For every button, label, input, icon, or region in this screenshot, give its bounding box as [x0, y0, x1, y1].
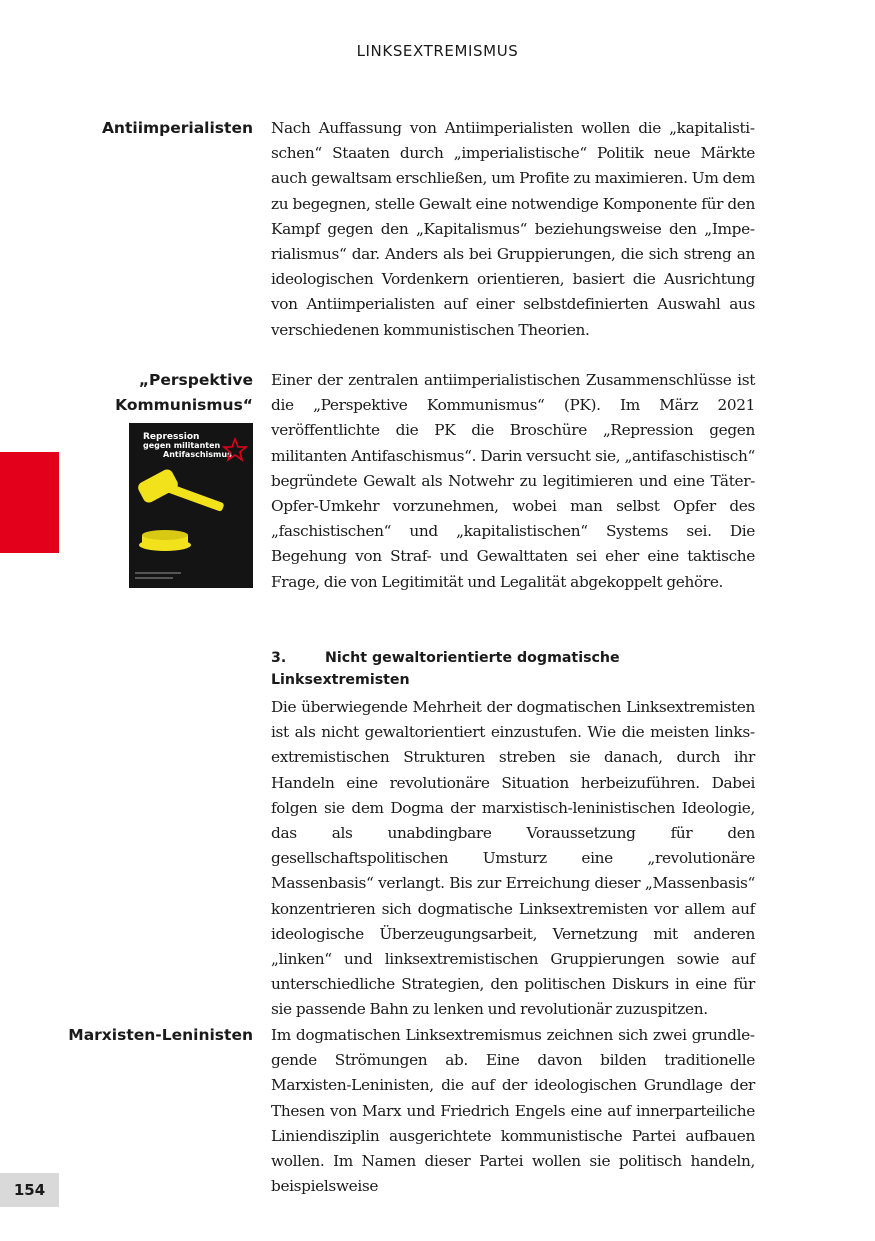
- side-label-text: Marxisten-Leninisten: [68, 1026, 253, 1044]
- paragraph-perspektive-kommunismus: Einer der zentralen antiimperialistischen Zusammenschlüsse ist die „Perspektive Kommunismus“ (PK). Im März 2021 veröffentlichte die PK die Broschüre „Repression gegen militanten Antifaschismus“. Darin versucht sie, „antifaschistisch“ begründete Gewalt als Notwehr zu legitimieren und eine Täter-Opfer-Umkehr vorzunehmen, wobei man selbst Opfer des „faschistischen“ und „kapitalistischen“ Systems sei. Die Begehung von Straf- und Gewalttaten sei eher eine taktische Frage, die von Legitimität und Legalität abgekoppelt gehöre.: [271, 371, 755, 591]
- side-label-antiimperialisten: [23, 116, 253, 141]
- side-label-text: Antiimperialisten: [101, 119, 253, 137]
- paragraph-marxisten-leninisten: Im dogmatischen Linksextremismus zeichnen sich zwei grundlegende Strömungen ab. Eine davon bilden traditionelle Marxisten-Leninisten, die auf der ideologischen Grundlage der Thesen von Marx und Friedrich Engels eine auf innerparteiliche Liniendisziplin ausgerichtete kommunistische Partei aufbauen wollen. Im Namen dieser Partei wollen sie politisch handeln, beispielsweise: [271, 1026, 755, 1196]
- section-title: Nicht gewaltorientierte dogmatische Linksextremisten: [271, 650, 620, 688]
- side-label-line-1: „Perspektive: [138, 371, 253, 389]
- brochure-footer-line: [135, 572, 181, 574]
- section-number: 3.: [271, 650, 287, 666]
- brochure-cover-art: [129, 423, 253, 588]
- brochure-footer-line: [135, 577, 173, 579]
- side-label-line-2: Kommunismus“: [115, 396, 253, 414]
- running-head: LINKSEXTREMISMUS: [356, 42, 519, 60]
- brochure-title-line-1: Repression: [143, 432, 200, 442]
- chapter-color-tab: [0, 452, 59, 553]
- side-label-perspektive-kommunismus: [23, 368, 253, 418]
- page-number: 154: [0, 1173, 59, 1207]
- paragraph-antiimperialisten: Nach Auffassung von Antiimperialisten wollen die „kapitalistischen“ Staaten durch „imperialistische“ Politik neue Märkte auch gewaltsam erschließen, um Profite zu maximieren. Um dem zu begegnen, stelle Gewalt eine notwendige Komponente für den Kampf gegen den „Kapitalismus“ beziehungsweise den „Imperialismus“ dar. Anders als bei Gruppierungen, die sich streng an ideologischen Vordenkern orientieren, basiert die Ausrichtung von Antiimperialisten auf einer selbstdefinierten Auswahl aus verschiedenen kommunistischen Theorien.: [271, 119, 755, 339]
- section-heading-3: [271, 647, 755, 691]
- side-label-marxisten-leninisten: [23, 1023, 253, 1048]
- brochure-cover-image: [129, 423, 253, 588]
- paragraph-nicht-gewaltorientiert: Die überwiegende Mehrheit der dogmatischen Linksextremisten ist als nicht gewaltorientiert einzustufen. Wie die meisten linksextremistischen Strukturen streben sie danach, durch ihr Handeln eine revolutionäre Situation herbeizuführen. Dabei folgen sie dem Dogma der marxistisch-leninistischen Ideologie, das als unabdingbare Voraussetzung für den gesellschaftspolitischen Umsturz eine „revolutionäre Massenbasis“ verlangt. Bis zur Erreichung dieser „Massenbasis“ konzentrieren sich dogmatische Linksextremisten vor allem auf ideologische Überzeugungsarbeit, Vernetzung mit anderen „linken“ und linksextremistischen Gruppierungen sowie auf unterschiedliche Strategien, den politischen Diskurs in eine für sie passende Bahn zu lenken und revolutionär zuzuspitzen.: [271, 698, 755, 1019]
- brochure-title-line-3: Antifaschismus: [163, 450, 232, 459]
- brochure-title-line-2: gegen militanten: [143, 441, 221, 450]
